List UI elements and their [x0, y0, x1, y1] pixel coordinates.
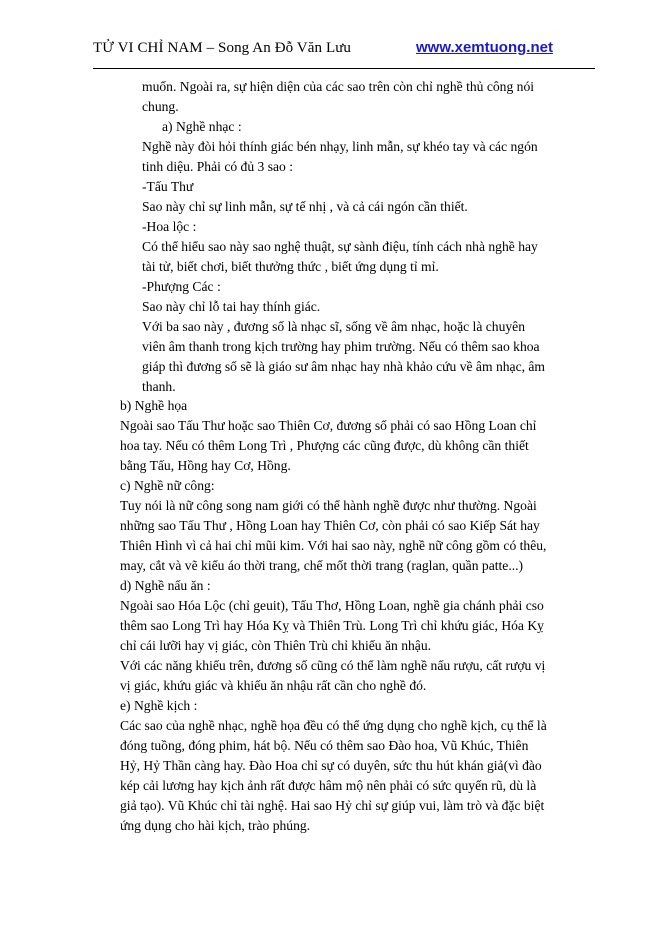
document-header-title: TỬ VI CHỈ NAM – Song An Đỗ Văn Lưu: [93, 40, 352, 56]
text-line: ứng dụng cho hài kịch, trào phúng.: [120, 818, 311, 833]
header-divider: [93, 68, 595, 69]
text-line: muốn. Ngoài ra, sự hiện diện của các sao trên còn chỉ nghề thủ công nói: [142, 79, 535, 94]
text-line: Sao này chỉ sự linh mẫn, sự tế nhị , và cả cái ngón cần thiết.: [142, 199, 468, 214]
text-line: Ngoài sao Tấu Thư hoặc sao Thiên Cơ, đương số phải có sao Hồng Loan chỉ: [120, 418, 537, 433]
text-line: d) Nghề nấu ăn :: [120, 578, 211, 593]
text-line: thêm sao Long Trì hay Hóa Kỵ và Thiên Trù. Long Trì chỉ khứu giác, Hóa Kỵ: [120, 618, 544, 633]
text-line: thanh.: [142, 379, 176, 394]
text-line: hoa tay. Nếu có thêm Long Trì , Phượng các cũng được, dù không cần thiết: [120, 438, 529, 453]
text-line: Các sao của nghề nhạc, nghề họa đều có thể ứng dụng cho nghề kịch, cụ thể là: [120, 718, 547, 733]
text-line: -Tấu Thư: [142, 179, 194, 194]
text-line: Với các năng khiếu trên, đương số cũng có thể làm nghề nấu rượu, cất rượu vị: [120, 658, 546, 673]
text-line: e) Nghề kịch :: [120, 698, 198, 713]
text-line: Có thể hiểu sao này sao nghệ thuật, sự sành điệu, tính cách nhà nghề hay: [142, 239, 538, 254]
text-line: chỉ cái lưỡi hay vị giác, còn Thiên Trù chỉ khiếu ăn nhậu.: [120, 638, 432, 653]
text-line: Với ba sao này , đương số là nhạc sĩ, sống về âm nhạc, hoặc là chuyên: [142, 319, 526, 334]
text-line: Tuy nói là nữ công song nam giới có thể hành nghề được như thường. Ngoài: [120, 498, 537, 513]
text-line: bằng Tấu, Hồng hay Cơ, Hồng.: [120, 458, 291, 473]
text-line: vị giác, khứu giác và khiếu ăn nhậu rất cần cho nghề đó.: [120, 678, 427, 693]
text-line: a) Nghề nhạc :: [162, 119, 242, 134]
text-line: giáp thì đương số sẽ là giáo sư âm nhạc hay nhà khảo cứu về âm nhạc, âm: [142, 359, 546, 374]
website-link[interactable]: www.xemtuong.net: [416, 39, 553, 56]
text-line: đóng tuồng, đóng phim, hát bộ. Nếu có thêm sao Đào hoa, Vũ Khúc, Thiên: [120, 738, 529, 753]
text-line: -Hoa lộc :: [142, 219, 197, 234]
text-line: b) Nghề họa: [120, 398, 188, 413]
text-line: tinh diệu. Phải có đủ 3 sao :: [142, 159, 294, 174]
text-line: chung.: [142, 99, 179, 114]
text-line: -Phượng Các :: [142, 279, 221, 294]
text-line: Sao này chỉ lỗ tai hay thính giác.: [142, 299, 321, 314]
text-line: Nghề này đòi hỏi thính giác bén nhạy, linh mẫn, sự khéo tay và các ngón: [142, 139, 538, 154]
text-line: Hỷ, Hỷ Thần càng hay. Đào Hoa chỉ sự có duyên, sức thu hút khán giả(vì đào: [120, 758, 542, 773]
text-line: viên âm thanh trong kịch trường hay phim trường. Nếu có thêm sao khoa: [142, 339, 540, 354]
text-line: Ngoài sao Hóa Lộc (chỉ geuit), Tấu Thơ, Hồng Loan, nghề gia chánh phải cso: [120, 598, 544, 613]
text-line: may, cắt và vẽ kiểu áo thời trang, chế mốt thời trang (raglan, quần patte...): [120, 558, 524, 573]
text-line: kép cải lương hay kịch ảnh rất được hâm mộ nên phải có sức quyến rũ, dù là: [120, 778, 537, 793]
text-line: Thiên Hình vì cả hai chỉ mũi kim. Với hai sao này, nghề nữ công gồm có thêu,: [120, 538, 547, 553]
text-line: những sao Tấu Thư , Hồng Loan hay Thiên Cơ, còn phải có sao Kiếp Sát hay: [120, 518, 540, 533]
text-line: c) Nghề nữ công:: [120, 478, 215, 493]
text-line: giả tạo). Vũ Khúc chỉ tài nghệ. Hai sao Hỷ chỉ sự giúp vui, làm trò và đặc biệt: [120, 798, 545, 813]
text-line: tài tử, biết chơi, biết thưởng thức , biết ứng dụng tỉ mỉ.: [142, 259, 439, 274]
